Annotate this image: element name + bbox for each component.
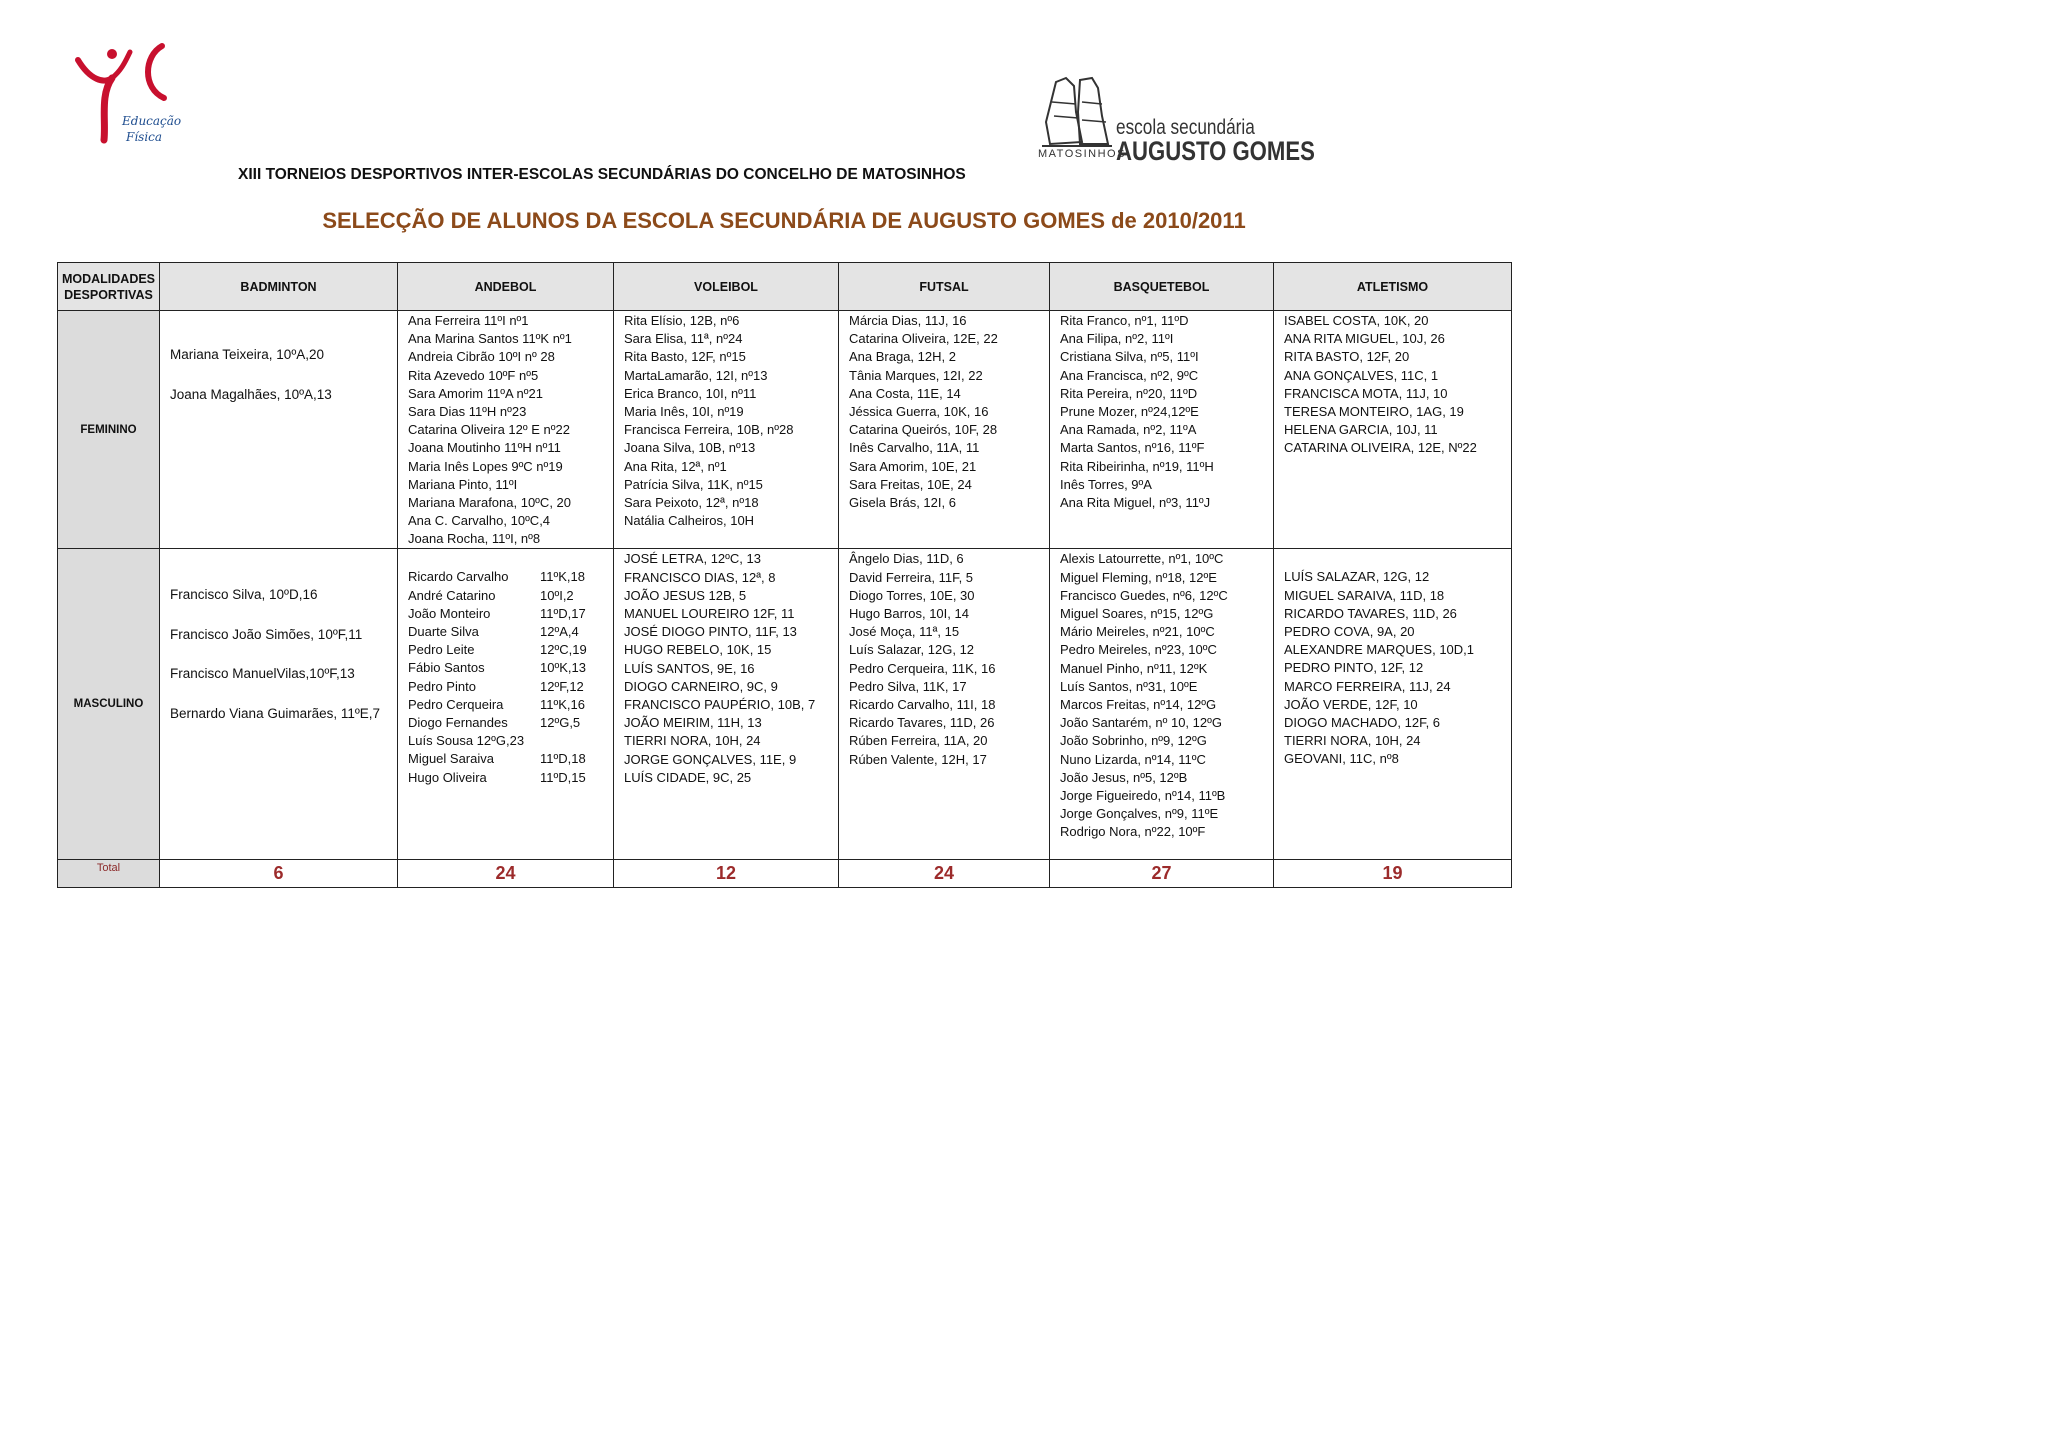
player-class: 12ºG,5 [540, 714, 581, 730]
modalities-header-line2: DESPORTIVAS [64, 287, 153, 302]
list-item: Gisela Brás, 12I, 6 [849, 494, 956, 510]
player-name: Luís Sousa 12ºG,23 [408, 733, 525, 749]
list-item: Ricardo Tavares, 11D, 26 [849, 715, 995, 731]
list-item: LUÍS SANTOS, 9E, 16 [624, 660, 755, 676]
total-atletismo: 19 [1274, 860, 1512, 888]
list-item: Catarina Oliveira 12º E nº22 [408, 422, 570, 438]
list-item: TERESA MONTEIRO, 1AG, 19 [1284, 403, 1464, 419]
list-item: ANA GONÇALVES, 11C, 1 [1284, 367, 1439, 383]
list-item: Jorge Figueiredo, nº14, 11ºB [1060, 787, 1226, 803]
list-item: Sara Dias 11ºH nº23 [408, 403, 527, 419]
list-item: Ana Braga, 12H, 2 [849, 349, 956, 365]
player-class: 11ºD,15 [540, 769, 586, 785]
list-item: Pedro Meireles, nº23, 10ºC [1060, 642, 1217, 658]
list-item: HELENA GARCIA, 10J, 11 [1284, 422, 1438, 438]
list-item: Miguel Soares, nº15, 12ºG [1060, 606, 1214, 621]
list-item [408, 605, 613, 623]
list-item: Francisco Silva, 10ºD,16 [170, 587, 318, 603]
list-item: Sara Amorim 11ºA nº21 [408, 385, 543, 401]
list-item [408, 696, 613, 714]
player-name: Pedro Cerqueira [408, 696, 504, 712]
list-item: Rita Ribeirinha, nº19, 11ºH [1060, 458, 1214, 474]
list-item: Luís Salazar, 12G, 12 [849, 642, 975, 658]
list-item: Maria Inês, 10I, nº19 [624, 403, 744, 419]
event-heading: XIII TORNEIOS DESPORTIVOS INTER-ESCOLAS SECUNDÁRIAS DO CONCELHO DE MATOSINHOS [238, 166, 966, 183]
total-voleibol: 12 [614, 860, 839, 888]
list-item: MIGUEL SARAIVA, 11D, 18 [1284, 587, 1445, 603]
list-item: LUÍS SALAZAR, 12G, 12 [1284, 569, 1430, 585]
list-item: Cristiana Silva, nº5, 11ºI [1060, 349, 1199, 365]
list-item [408, 623, 613, 641]
column-header-futsal: FUTSAL [839, 263, 1050, 311]
educacao-fisica-caption [122, 113, 181, 145]
cell-feminino-basquetebol [1050, 311, 1274, 549]
list-item: Manuel Pinho, nº11, 12ºK [1060, 660, 1208, 676]
player-class: 12ºA,4 [540, 624, 579, 639]
list-item: JOÃO MEIRIM, 11H, 13 [624, 715, 762, 731]
list-item: Bernardo Viana Guimarães, 11ºE,7 [170, 705, 381, 721]
list-item: Sara Amorim, 10E, 21 [849, 458, 977, 474]
list-item [408, 714, 613, 732]
list-item: Rita Franco, nº1, 11ºD [1060, 313, 1189, 328]
list-item: JOÃO VERDE, 12F, 10 [1284, 696, 1418, 712]
list-item: Mariana Marafona, 10ºC, 20 [408, 494, 572, 510]
total-basquetebol: 27 [1050, 860, 1274, 888]
list-item: Ana Ramada, nº2, 11ºA [1060, 422, 1197, 438]
list-item: Catarina Queirós, 10F, 28 [849, 422, 998, 438]
list-item: PEDRO PINTO, 12F, 12 [1284, 660, 1424, 676]
table-row-total [58, 860, 1512, 888]
list-item: DIOGO MACHADO, 12F, 6 [1284, 714, 1441, 730]
list-item: HUGO REBELO, 10K, 15 [624, 642, 772, 658]
list-item: JOÃO JESUS 12B, 5 [624, 587, 747, 603]
list-item: Hugo Barros, 10I, 14 [849, 606, 969, 621]
list-item: Joana Moutinho 11ºH nº11 [408, 440, 561, 456]
player-name: Pedro Pinto [408, 678, 476, 694]
list-item: Rita Elísio, 12B, nº6 [624, 313, 740, 328]
list-item: João Sobrinho, nº9, 12ºG [1060, 733, 1207, 749]
list-item: MANUEL LOUREIRO 12F, 11 [624, 606, 795, 621]
player-name: Miguel Saraiva [408, 751, 494, 767]
player-class: 12ºF,12 [540, 678, 584, 694]
player-class: 11ºK,18 [540, 569, 585, 585]
list-item: Ricardo Carvalho, 11I, 18 [849, 696, 996, 712]
list-item: DIOGO CARNEIRO, 9C, 9 [624, 678, 778, 694]
player-class: 12ºC,19 [540, 642, 587, 658]
player-name: Duarte Silva [408, 624, 479, 639]
column-header-andebol: ANDEBOL [398, 263, 614, 311]
list-item: Rúben Valente, 12H, 17 [849, 751, 987, 767]
row-label-feminino: FEMININO [58, 311, 160, 549]
list-item: Patrícia Silva, 11K, nº15 [624, 476, 763, 492]
list-item: Erica Branco, 10I, nº11 [624, 385, 757, 401]
row-label-masculino: MASCULINO [58, 549, 160, 860]
column-header-basquetebol: BASQUETEBOL [1050, 263, 1274, 311]
cell-feminino-atletismo [1274, 311, 1512, 549]
list-item: ANA RITA MIGUEL, 10J, 26 [1284, 331, 1445, 347]
cell-masculino-basquetebol [1050, 549, 1274, 860]
list-item: LUÍS CIDADE, 9C, 25 [624, 769, 752, 785]
cell-masculino-badminton [160, 549, 398, 860]
cell-feminino-andebol [398, 311, 614, 549]
list-item: Jorge Gonçalves, nº9, 11ºE [1060, 806, 1219, 822]
list-item: RITA BASTO, 12F, 20 [1284, 349, 1410, 365]
school-logo [1036, 72, 1336, 172]
list-item: Sara Peixoto, 12ª, nº18 [624, 494, 759, 510]
list-item: Márcia Dias, 11J, 16 [849, 313, 967, 328]
school-name-line1: escola secundária [1116, 116, 1255, 139]
list-item [408, 568, 613, 586]
list-item: Andreia Cibrão 10ºI nº 28 [408, 349, 555, 365]
list-item: MARCO FERREIRA, 11J, 24 [1284, 678, 1451, 694]
list-item: Ângelo Dias, 11D, 6 [849, 551, 964, 567]
list-item: Sara Elisa, 11ª, nº24 [624, 331, 743, 347]
list-item: Joana Silva, 10B, nº13 [624, 440, 756, 456]
list-item: Marcos Freitas, nº14, 12ºG [1060, 696, 1217, 712]
player-name: Pedro Leite [408, 642, 475, 658]
list-item: Rita Azevedo 10ºF nº5 [408, 367, 539, 383]
list-item: Jéssica Guerra, 10K, 16 [849, 403, 989, 419]
modalities-header-line1: MODALIDADES [61, 271, 156, 286]
player-name: João Monteiro [408, 605, 491, 621]
cell-feminino-futsal [839, 311, 1050, 549]
list-item [408, 641, 613, 659]
list-item: Francisco João Simões, 10ºF,11 [170, 626, 363, 642]
list-item: FRANCISCO DIAS, 12ª, 8 [624, 569, 776, 585]
player-class: 10ºI,2 [540, 587, 574, 603]
table-row-feminino [58, 311, 1512, 549]
list-item: GEOVANI, 11C, nº8 [1284, 751, 1399, 767]
player-class: 11ºD,18 [540, 751, 586, 767]
list-item: RICARDO TAVARES, 11D, 26 [1284, 605, 1457, 621]
list-item: Catarina Oliveira, 12E, 22 [849, 331, 998, 347]
player-class: 10ºK,13 [540, 660, 586, 676]
player-name: Ricardo Carvalho [408, 569, 509, 585]
list-item [408, 678, 613, 696]
cell-masculino-andebol [398, 549, 614, 860]
list-item: TIERRI NORA, 10H, 24 [624, 733, 761, 749]
list-item: Ana Ferreira 11ºI nº1 [408, 313, 529, 328]
list-item: FRANCISCO PAUPÉRIO, 10B, 7 [624, 696, 816, 712]
list-item: JOSÉ LETRA, 12ºC, 13 [624, 551, 761, 567]
player-name: Diogo Fernandes [408, 714, 508, 730]
list-item: MartaLamarão, 12I, nº13 [624, 367, 768, 383]
list-item: Ana Marina Santos 11ºK nº1 [408, 331, 572, 347]
page-title: SELECÇÃO DE ALUNOS DA ESCOLA SECUNDÁRIA DE AUGUSTO GOMES de 2010/2011 [322, 208, 1246, 233]
list-item: Nuno Lizarda, nº14, 11ºC [1060, 751, 1206, 767]
list-item: Francisco ManuelVilas,10ºF,13 [170, 666, 355, 682]
column-header-atletismo: ATLETISMO [1274, 263, 1512, 311]
list-item: JORGE GONÇALVES, 11E, 9 [624, 751, 797, 767]
list-item: David Ferreira, 11F, 5 [849, 569, 974, 585]
list-item: Joana Rocha, 11ºI, nº8 [408, 531, 541, 547]
list-item [408, 769, 613, 787]
list-item: Sara Freitas, 10E, 24 [849, 476, 972, 492]
list-item: ALEXANDRE MARQUES, 10D,1 [1284, 642, 1475, 658]
player-class: 11ºK,16 [540, 696, 585, 712]
list-item: Mariana Teixeira, 10ºA,20 [170, 347, 325, 362]
list-item: Rúben Ferreira, 11A, 20 [849, 733, 988, 749]
cell-masculino-futsal [839, 549, 1050, 860]
modalities-header [58, 263, 160, 311]
list-item [408, 750, 613, 768]
table-row-masculino [58, 549, 1512, 860]
list-item: Alexis Latourrette, nº1, 10ºC [1060, 551, 1224, 567]
list-item: José Moça, 11ª, 15 [849, 624, 960, 640]
cell-masculino-atletismo [1274, 549, 1512, 860]
player-class: 11ºD,17 [540, 605, 586, 621]
school-location: MATOSINHOS [1038, 148, 1126, 160]
list-item: Marta Santos, nº16, 11ºF [1060, 440, 1205, 456]
list-item: Rita Basto, 12F, nº15 [624, 349, 746, 365]
list-item: Francisco Guedes, nº6, 12ºC [1060, 587, 1228, 603]
list-item: TIERRI NORA, 10H, 24 [1284, 733, 1421, 749]
list-item: Tânia Marques, 12I, 22 [849, 367, 983, 383]
list-item: Ana Rita, 12ª, nº1 [624, 458, 727, 474]
list-item: Francisca Ferreira, 10B, nº28 [624, 422, 794, 438]
cell-feminino-voleibol [614, 311, 839, 549]
list-item: Ana Rita Miguel, nº3, 11ºJ [1060, 494, 1211, 510]
list-item [408, 732, 613, 750]
list-item: Natália Calheiros, 10H [624, 513, 755, 529]
list-item: Ana C. Carvalho, 10ºC,4 [408, 513, 551, 529]
list-item: Pedro Cerqueira, 11K, 16 [849, 660, 996, 676]
total-badminton: 6 [160, 860, 398, 888]
list-item: PEDRO COVA, 9A, 20 [1284, 624, 1415, 639]
list-item: Mariana Pinto, 11ºI [408, 476, 518, 492]
list-item: Ana Francisca, nº2, 9ºC [1060, 367, 1199, 383]
list-item: João Jesus, nº5, 12ºB [1060, 769, 1188, 785]
total-futsal: 24 [839, 860, 1050, 888]
table-header-row [58, 263, 1512, 311]
list-item: Ana Filipa, nº2, 11ºI [1060, 331, 1174, 347]
list-item: ISABEL COSTA, 10K, 20 [1284, 313, 1429, 328]
list-item: CATARINA OLIVEIRA, 12E, Nº22 [1284, 440, 1477, 456]
list-item: Diogo Torres, 10E, 30 [849, 587, 975, 603]
list-item: JOSÉ DIOGO PINTO, 11F, 13 [624, 624, 797, 640]
list-item: Rita Pereira, nº20, 11ºD [1060, 385, 1198, 401]
player-name: Fábio Santos [408, 660, 485, 676]
list-item: João Santarém, nº 10, 12ºG [1060, 715, 1222, 731]
list-item: Inês Carvalho, 11A, 11 [849, 440, 980, 456]
list-item: FRANCISCA MOTA, 11J, 10 [1284, 385, 1448, 401]
ef-caption-line2: Física [126, 130, 163, 144]
list-item: Luís Santos, nº31, 10ºE [1060, 678, 1198, 694]
list-item: Prune Mozer, nº24,12ºE [1060, 403, 1199, 419]
column-header-badminton: BADMINTON [160, 263, 398, 311]
list-item [408, 659, 613, 677]
list-item: Rodrigo Nora, nº22, 10ºF [1060, 824, 1206, 840]
list-item: Joana Magalhães, 10ºA,13 [170, 387, 332, 402]
player-name: André Catarino [408, 587, 496, 603]
list-item: Mário Meireles, nº21, 10ºC [1060, 624, 1215, 640]
list-item: Inês Torres, 9ºA [1060, 476, 1152, 492]
list-item: Miguel Fleming, nº18, 12ºE [1060, 569, 1217, 585]
ef-caption-line1: Educação [122, 114, 182, 128]
column-header-voleibol: VOLEIBOL [614, 263, 839, 311]
school-name-line2: AUGUSTO GOMES [1116, 136, 1315, 166]
row-label-total: Total [58, 860, 160, 888]
selection-table [57, 262, 1512, 888]
list-item [408, 587, 613, 605]
total-andebol: 24 [398, 860, 614, 888]
list-item: Maria Inês Lopes 9ºC nº19 [408, 458, 563, 474]
cell-feminino-badminton [160, 311, 398, 549]
list-item: Ana Costa, 11E, 14 [849, 385, 961, 401]
cell-masculino-voleibol [614, 549, 839, 860]
list-item: Pedro Silva, 11K, 17 [849, 678, 967, 694]
player-name: Hugo Oliveira [408, 769, 487, 785]
